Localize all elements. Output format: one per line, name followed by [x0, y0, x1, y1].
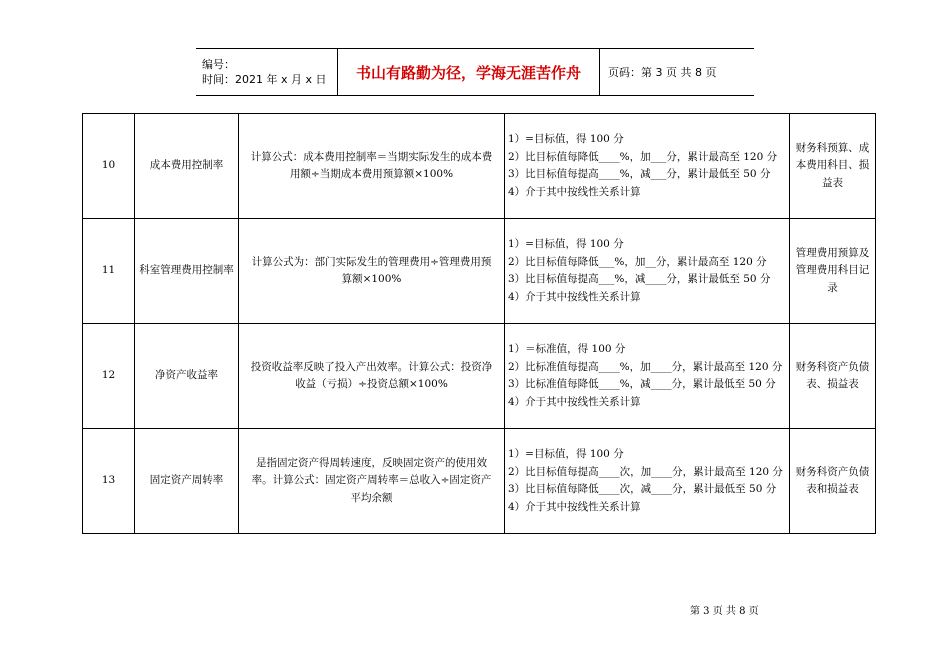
rule-line: 2）比标准值每提高____%，加____分，累计最高至 120 分	[508, 360, 783, 373]
table-row	[83, 219, 876, 324]
rule-line: 3）比目标值每提高___%，减____分，累计最低至 50 分	[508, 273, 771, 285]
header-page	[600, 49, 754, 95]
header-motto	[338, 49, 600, 95]
page-label: 页码：第 3 页 共 8 页	[608, 66, 717, 79]
indicator-name: 成本费用控制率	[135, 114, 239, 219]
indicator-definition: 计算公式为：部门实际发生的管理费用÷管理费用预算额×100%	[239, 219, 505, 324]
table-row	[83, 114, 876, 219]
scoring-rules	[505, 219, 790, 324]
data-source: 财务科预算、成本费用科目、损益表	[790, 114, 876, 219]
table-row	[83, 429, 876, 534]
row-number: 10	[83, 114, 135, 219]
row-number: 11	[83, 219, 135, 324]
rule-line: 4）介于其中按线性关系计算	[508, 290, 641, 303]
indicator-definition: 投资收益率反映了投入产出效率。计算公式：投资净收益（亏损）÷投资总额×100%	[239, 324, 505, 429]
rule-line: 4）介于其中按线性关系计算	[508, 395, 641, 408]
rule-line: 3）比标准值每降低____%，减____分，累计最低至 50 分	[508, 378, 776, 390]
scoring-rules	[505, 429, 790, 534]
kpi-table	[82, 113, 876, 534]
rule-line: 2）比目标值每提高____次，加____分，累计最高至 120 分	[508, 465, 783, 478]
indicator-name: 科室管理费用控制率	[135, 219, 239, 324]
rule-line: 1）＝标准值，得 100 分	[508, 343, 626, 355]
rule-line: 4）介于其中按线性关系计算	[508, 185, 641, 198]
row-number: 12	[83, 324, 135, 429]
row-number: 13	[83, 429, 135, 534]
indicator-definition: 计算公式：成本费用控制率＝当期实际发生的成本费用额÷当期成本费用预算额×100%	[239, 114, 505, 219]
data-source: 管理费用预算及管理费用科目记录	[790, 219, 876, 324]
scoring-rules	[505, 324, 790, 429]
rule-line: 1）=目标值，得 100 分	[508, 133, 624, 145]
date-label: 时间：2021 年 x 月 x 日	[202, 73, 327, 86]
data-source: 财务科资产负债表、损益表	[790, 324, 876, 429]
table-row	[83, 324, 876, 429]
scoring-rules	[505, 114, 790, 219]
header-meta	[196, 49, 338, 95]
rule-line: 2）比目标值每降低___%，加__分，累计最高至 120 分	[508, 255, 767, 268]
rule-line: 3）比目标值每提高____%，减___分，累计最低至 50 分	[508, 168, 771, 180]
rule-line: 2）比目标值每降低____%，加___分，累计最高至 120 分	[508, 150, 778, 163]
indicator-name: 净资产收益率	[135, 324, 239, 429]
indicator-name: 固定资产周转率	[135, 429, 239, 534]
rule-line: 3）比目标值每降低____次，减____分，累计最低至 50 分	[508, 483, 777, 495]
indicator-definition: 是指固定资产得周转速度，反映固定资产的使用效率。计算公式：固定资产周转率＝总收入÷固定资产平均余额	[239, 429, 505, 534]
data-source: 财务科资产负债表和损益表	[790, 429, 876, 534]
rule-line: 1）=目标值，得 100 分	[508, 238, 624, 250]
page-header	[196, 48, 754, 96]
number-label: 编号：	[202, 58, 235, 71]
page-footer: 第 3 页 共 8 页	[690, 606, 759, 617]
rule-line: 4）介于其中按线性关系计算	[508, 500, 641, 513]
motto-text: 书山有路勤为径，学海无涯苦作舟	[355, 63, 581, 82]
rule-line: 1）=目标值，得 100 分	[508, 448, 624, 460]
